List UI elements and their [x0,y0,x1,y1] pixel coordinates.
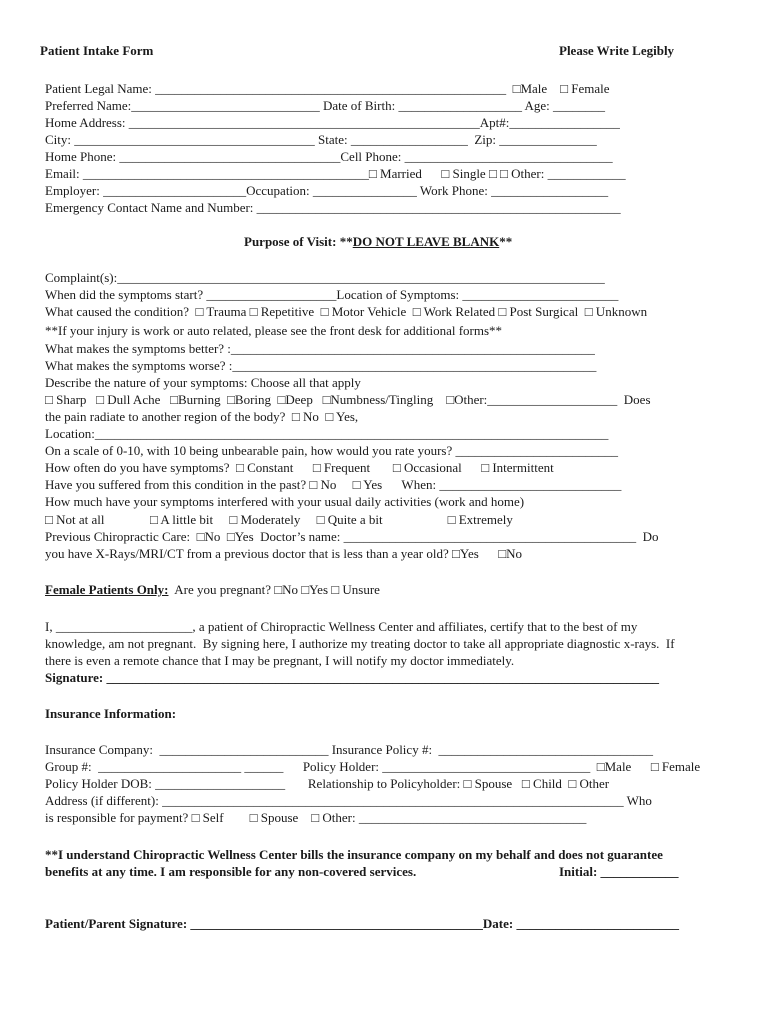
legal-name-line[interactable]: Patient Legal Name: ______________________________________________________ □Male □ Female [45,81,610,96]
patient-signature-line[interactable]: Patient/Parent Signature: _____________________________________________Date: _________________________ [45,916,679,931]
female-heading: Female Patients Only: [45,582,169,597]
emergency-contact-line[interactable]: Emergency Contact Name and Number: ________________________________________________________ [45,200,621,215]
holder-dob-line[interactable]: Policy Holder DOB: ____________________ Relationship to Policyholder: □ Spouse □ Child □ Other [45,776,610,791]
purpose-prefix: Purpose of Visit: ** [244,234,353,249]
disclaimer-line-2: benefits at any time. I am responsible for any non-covered services. [45,864,417,879]
payment-responsibility-line[interactable]: is responsible for payment? □ Self □ Spouse □ Other: ___________________________________ [45,810,587,825]
purpose-emphasis: DO NOT LEAVE BLANK [352,234,500,249]
disclaimer-line-1: **I understand Chiropractic Wellness Center bills the insurance company on my behalf and does not guarantee [45,847,663,862]
home-address-line[interactable]: Home Address: ______________________________________________________Apt#:_________________ [45,115,620,130]
past-condition-line[interactable]: Have you suffered from this condition in the past? □ No □ Yes When: ____________________________ [45,477,622,492]
symptom-nature-prompt: Describe the nature of your symptoms: Choose all that apply [45,375,361,390]
symptom-start-line[interactable]: When did the symptoms start? ____________________Location of Symptoms: ________________________ [45,287,619,302]
employer-line[interactable]: Employer: ______________________Occupation: ________________ Work Phone: __________________ [45,183,609,198]
symptoms-better-line[interactable]: What makes the symptoms better? :________________________________________________________ [45,341,595,356]
form-title: Patient Intake Form [40,43,154,58]
purpose-heading [244,234,512,250]
interference-prompt: How much have your symptoms interfered with your usual daily activities (work and home) [45,494,525,509]
insurance-heading: Insurance Information: [45,706,177,721]
symptoms-worse-line[interactable]: What makes the symptoms worse? :________________________________________________________ [45,358,597,373]
signature-line[interactable]: Signature: _____________________________________________________________________________________ [45,670,660,685]
phone-line[interactable]: Home Phone: __________________________________Cell Phone: ________________________________ [45,149,613,164]
purpose-suffix: ** [499,234,513,249]
certification-line-2: knowledge, am not pregnant. By signing here, I authorize my treating doctor to take all appropriate diagnostic x-rays. If [45,636,675,651]
imaging-line[interactable]: you have X-Rays/MRI/CT from a previous doctor that is less than a year old? □Yes □No [45,546,523,561]
interference-options[interactable]: □ Not at all □ A little bit □ Moderately □ Quite a bit □ Extremely [45,512,513,527]
legibility-note: Please Write Legibly [559,43,675,58]
injury-note: **If your injury is work or auto related, please see the front desk for additional forms** [45,323,503,338]
female-patients-line [45,582,380,598]
initial-field[interactable]: Initial: ____________ [559,864,679,879]
certification-line-3: there is even a remote chance that I may be pregnant, I will notify my doctor immediately. [45,653,515,668]
pregnancy-question[interactable]: Are you pregnant? □No □Yes □ Unsure [168,582,380,597]
certification-line-1[interactable]: I, _____________________, a patient of Chiropractic Wellness Center and affiliates, certify that to the best of my [45,619,638,634]
pain-scale-line[interactable]: On a scale of 0-10, with 10 being unbearable pain, how would you rate yours? _________________________ [45,443,618,458]
previous-care-line[interactable]: Previous Chiropractic Care: □No □Yes Doctor’s name: _____________________________________________ Do [45,529,659,544]
complaints-line[interactable]: Complaint(s):___________________________________________________________________________ [45,270,605,285]
preferred-name-line[interactable]: Preferred Name:_____________________________ Date of Birth: ___________________ Age: ________ [45,98,606,113]
radiate-location-line[interactable]: Location:_______________________________________________________________________________ [45,426,609,441]
city-state-zip-line[interactable]: City: _____________________________________ State: __________________ Zip: _______________ [45,132,597,147]
symptom-frequency-line[interactable]: How often do you have symptoms? □ Constant □ Frequent □ Occasional □ Intermittent [45,460,554,475]
condition-cause-line[interactable]: What caused the condition? □ Trauma □ Repetitive □ Motor Vehicle □ Work Related □ Post Surgical □ Unknown [45,304,648,319]
group-holder-line[interactable]: Group #: ______________________ ______ Policy Holder: ________________________________ □Male □ Female [45,759,701,774]
symptom-nature-options[interactable]: □ Sharp □ Dull Ache □Burning □Boring □Deep □Numbness/Tingling □Other:____________________ Does [45,392,651,407]
insurance-company-line[interactable]: Insurance Company: __________________________ Insurance Policy #: _________________________________ [45,742,654,757]
email-marital-line[interactable]: Email: ____________________________________________□ Married □ Single □ □ Other: ____________ [45,166,626,181]
insurance-address-line[interactable]: Address (if different): _______________________________________________________________________ Who [45,793,652,808]
pain-radiate-line[interactable]: the pain radiate to another region of the body? □ No □ Yes, [45,409,359,424]
